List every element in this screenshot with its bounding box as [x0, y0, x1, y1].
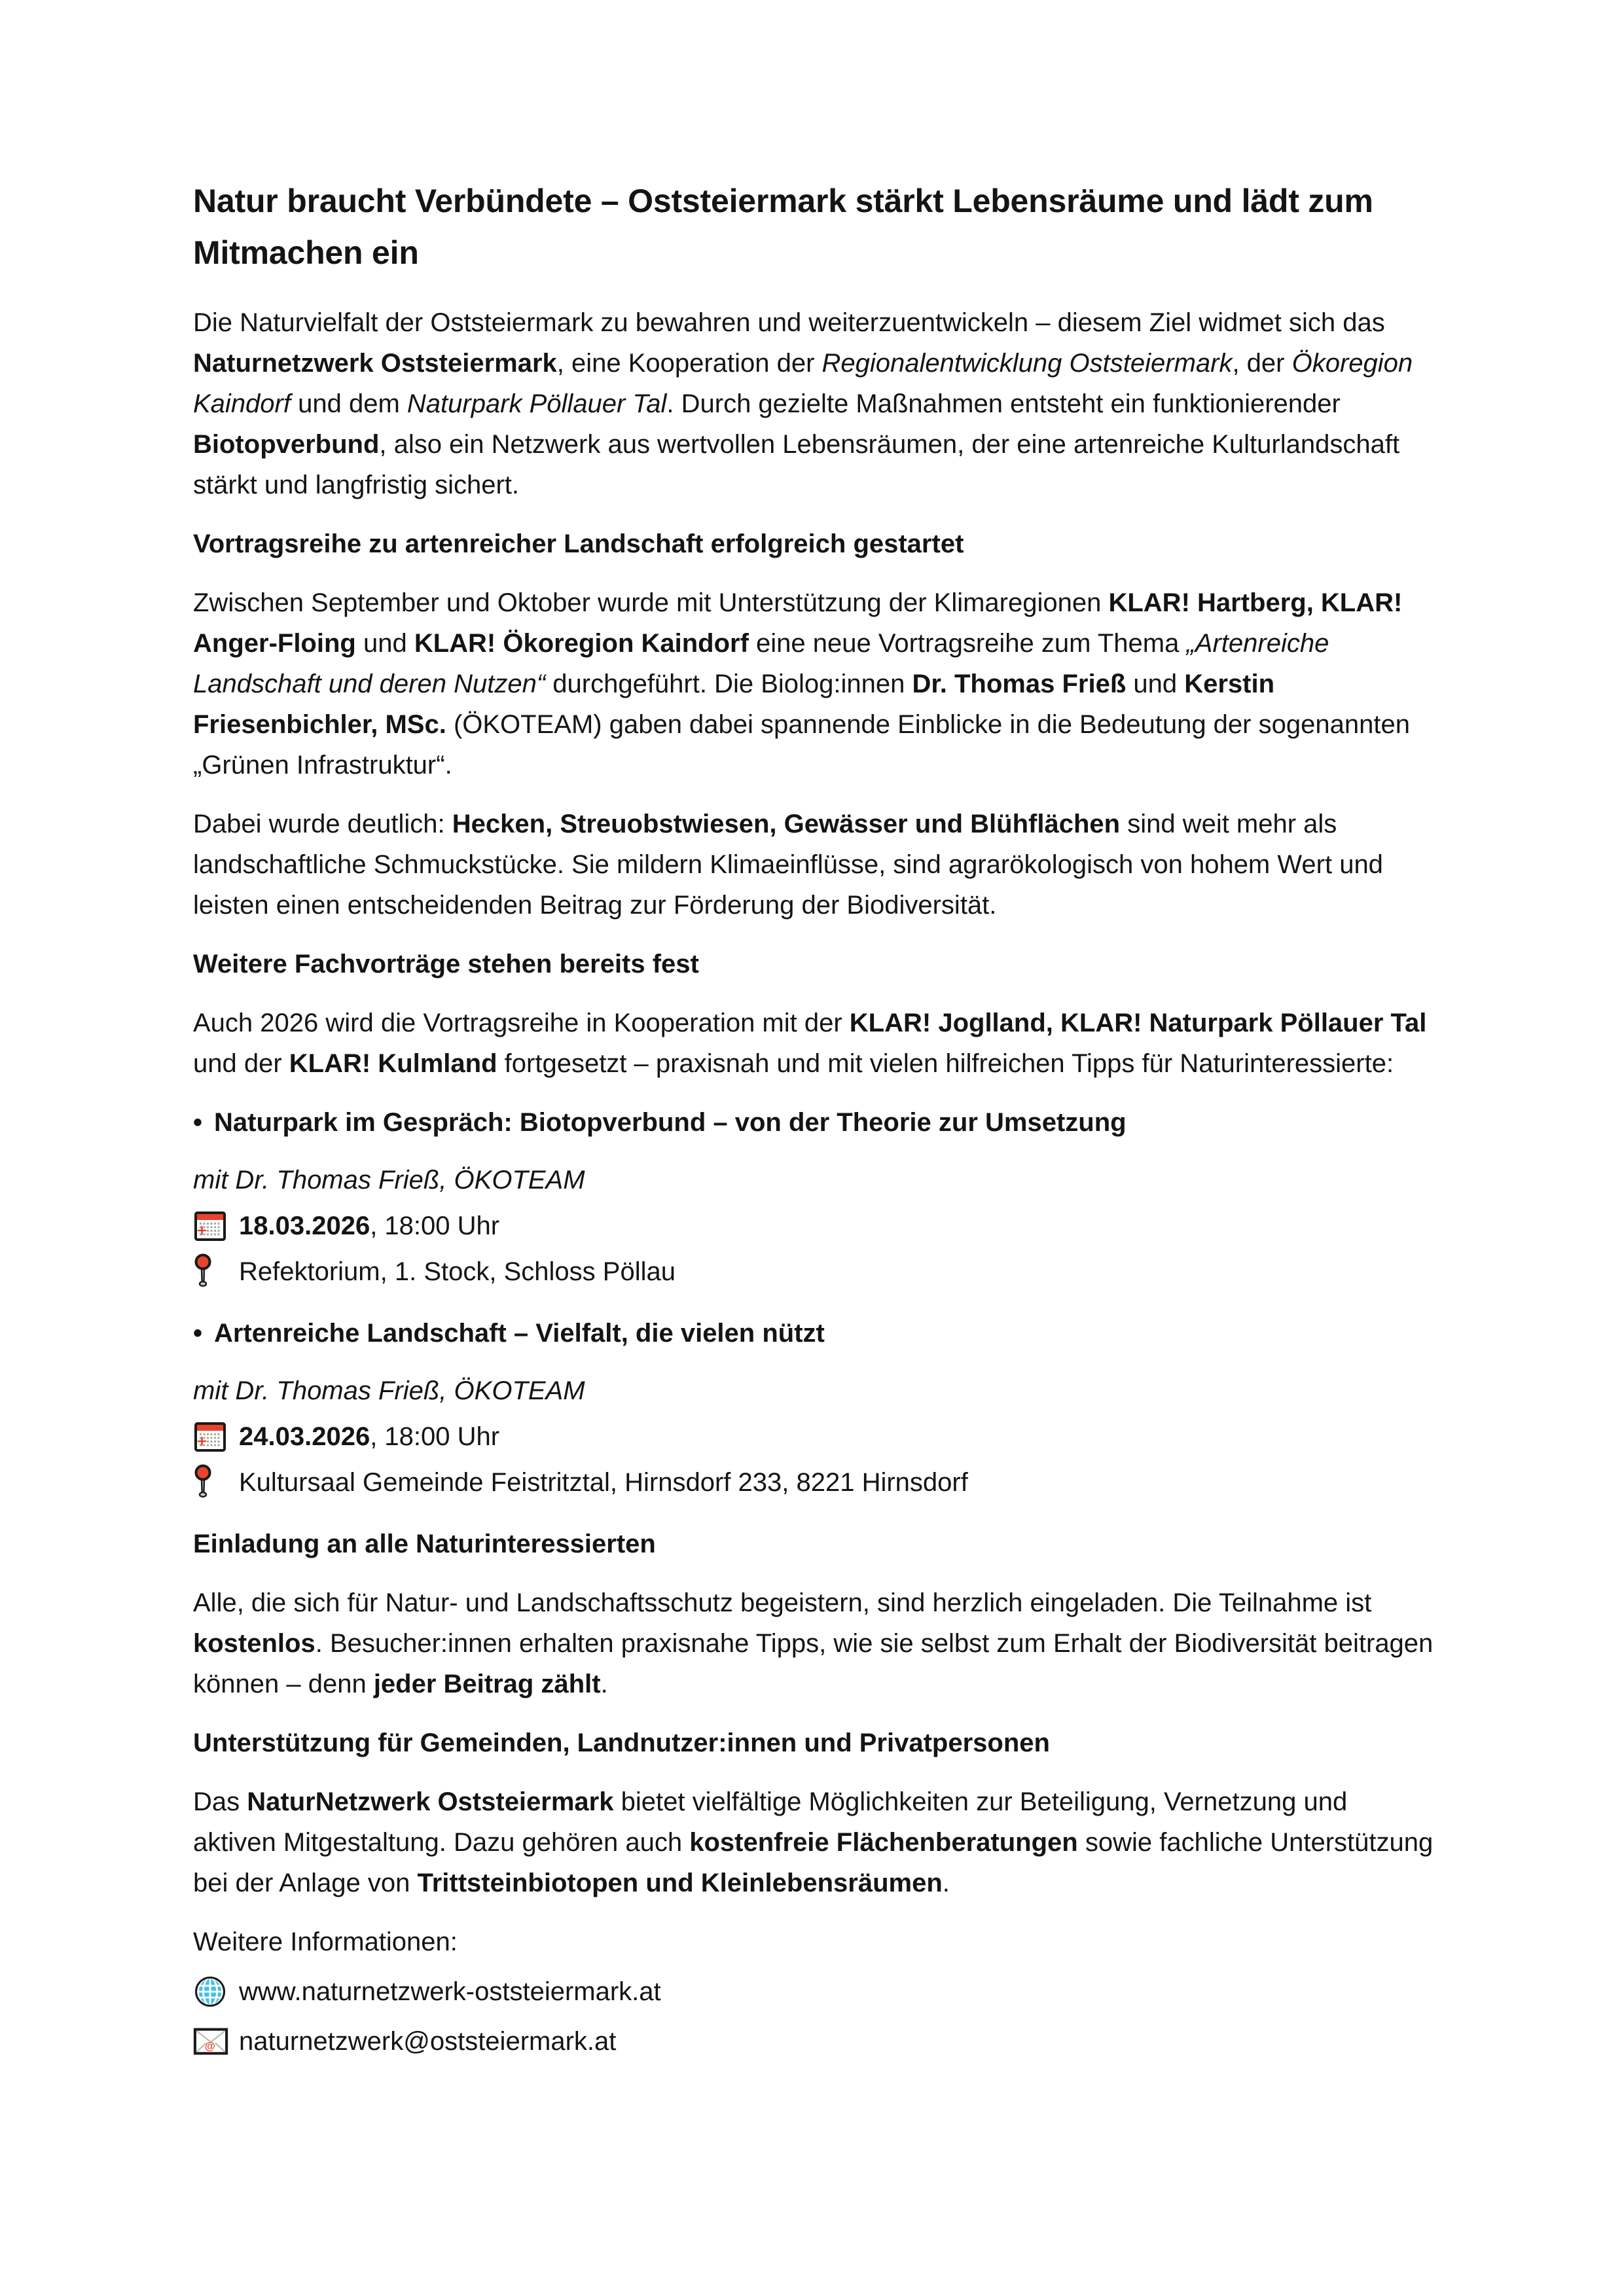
event-item-2 [193, 1313, 1437, 1504]
vortrag-paragraph: Zwischen September und Oktober wurde mit Unterstützung der Klimaregionen KLAR! Hartberg, KLAR! Anger-Floing und KLAR! Ökoregion Kaindorf eine neue Vortragsreihe zum Thema „Artenreiche Landschaft und deren Nutzen“ durchgeführt. Die Biolog:innen Dr. Thomas Frieß und Kerstin Friesenbichler, MSc. (ÖKOTEAM) gaben dabei spannende Einblicke in die Bedeutung der sogenannten „Grünen Infrastruktur“. [193, 588, 1410, 780]
bullet-dot: • [193, 1319, 203, 1348]
website-line [193, 1970, 1437, 2013]
calendar-icon [193, 1420, 228, 1454]
svg-text:@: @ [204, 2040, 215, 2053]
bullet-dot: • [193, 1108, 203, 1137]
round-pushpin-icon [193, 1464, 228, 1501]
info-label: Weitere Informationen: [193, 1928, 458, 1956]
calendar-icon [193, 1209, 228, 1243]
dabei-paragraph: Dabei wurde deutlich: Hecken, Streuobstwiesen, Gewässer und Blühflächen sind weit mehr als landschaftliche Schmuckstücke. Sie mildern Klimaeinflüsse, sind agrarökologisch von hohem Wert und leisten einen entscheidenden Beitrag zur Förderung der Biodiversität. [193, 810, 1383, 920]
website-text: www.naturnetzwerk-oststeiermark.at [239, 1977, 661, 2006]
section-heading-einladung: Einladung an alle Naturinteressierten [193, 1530, 656, 1558]
event-speaker: mit Dr. Thomas Frieß, ÖKOTEAM [193, 1166, 585, 1194]
event-title [193, 1102, 1437, 1143]
email-line [193, 2020, 1437, 2063]
event-date-text: 24.03.2026, 18:00 Uhr [239, 1422, 500, 1451]
event-date-text: 18.03.2026, 18:00 Uhr [239, 1211, 500, 1240]
unterstuetzung-paragraph: Das NaturNetzwerk Oststeiermark bietet vielfältige Möglichkeiten zur Beteiligung, Vernetzung und aktiven Mitgestaltung. Dazu gehören auch kostenfreie Flächenberatungen sowie fachliche Unterstützung bei der Anlage von Trittsteinbiotopen und Kleinlebensräumen. [193, 1787, 1434, 1897]
auch-2026-paragraph: Auch 2026 wird die Vortragsreihe in Kooperation mit der KLAR! Joglland, KLAR! Naturpark Pöllauer Tal und der KLAR! Kulmland fortgesetzt – praxisnah und mit vielen hilfreichen Tipps für Naturinteressierte: [193, 1009, 1427, 1078]
einladung-paragraph: Alle, die sich für Natur- und Landschaftsschutz begeistern, sind herzlich eingeladen. Die Teilnahme ist kostenlos. Besucher:innen erhalten praxisnahe Tipps, wie sie selbst zum Erhalt der Biodiversität beitragen können – denn jeder Beitrag zählt. [193, 1588, 1434, 1698]
email-icon [193, 2027, 228, 2056]
document-title: Natur braucht Verbündete – Oststeiermark stärkt Lebensräume und lädt zum Mitmachen ein [193, 183, 1373, 271]
event-speaker: mit Dr. Thomas Frieß, ÖKOTEAM [193, 1376, 585, 1405]
section-heading-unterstuetzung: Unterstützung für Gemeinden, Landnutzer:innen und Privatpersonen [193, 1729, 1050, 1757]
event-title-text: Naturpark im Gespräch: Biotopverbund – von der Theorie zur Umsetzung [214, 1108, 1127, 1137]
globe-icon [193, 1975, 228, 2009]
event-location-line [193, 1461, 1437, 1504]
event-item-1 [193, 1102, 1437, 1293]
email-text: naturnetzwerk@oststeiermark.at [239, 2027, 617, 2056]
event-location-line [193, 1250, 1437, 1293]
event-location-text: Kultursaal Gemeinde Feistritztal, Hirnsdorf 233, 8221 Hirnsdorf [239, 1468, 968, 1497]
round-pushpin-icon [193, 1253, 228, 1290]
intro-paragraph: Die Naturvielfalt der Oststeiermark zu bewahren und weiterzuentwickeln – diesem Ziel widmet sich das Naturnetzwerk Oststeiermark, eine Kooperation der Regionalentwicklung Oststeiermark, der Ökoregion Kaindorf und dem Naturpark Pöllauer Tal. Durch gezielte Maßnahmen entsteht ein funktionierender Biotopverbund, also ein Netzwerk aus wertvollen Lebensräumen, der eine artenreiche Kulturlandschaft stärkt und langfristig sichert. [193, 308, 1413, 499]
event-title-text: Artenreiche Landschaft – Vielfalt, die vielen nützt [214, 1319, 825, 1348]
section-heading-weitere-fachvortraege: Weitere Fachvorträge stehen bereits fest [193, 950, 699, 978]
event-date-line [193, 1204, 1437, 1247]
event-date-line [193, 1415, 1437, 1458]
section-heading-vortragsreihe: Vortragsreihe zu artenreicher Landschaft erfolgreich gestartet [193, 529, 964, 558]
event-title [193, 1313, 1437, 1354]
event-location-text: Refektorium, 1. Stock, Schloss Pöllau [239, 1257, 676, 1286]
